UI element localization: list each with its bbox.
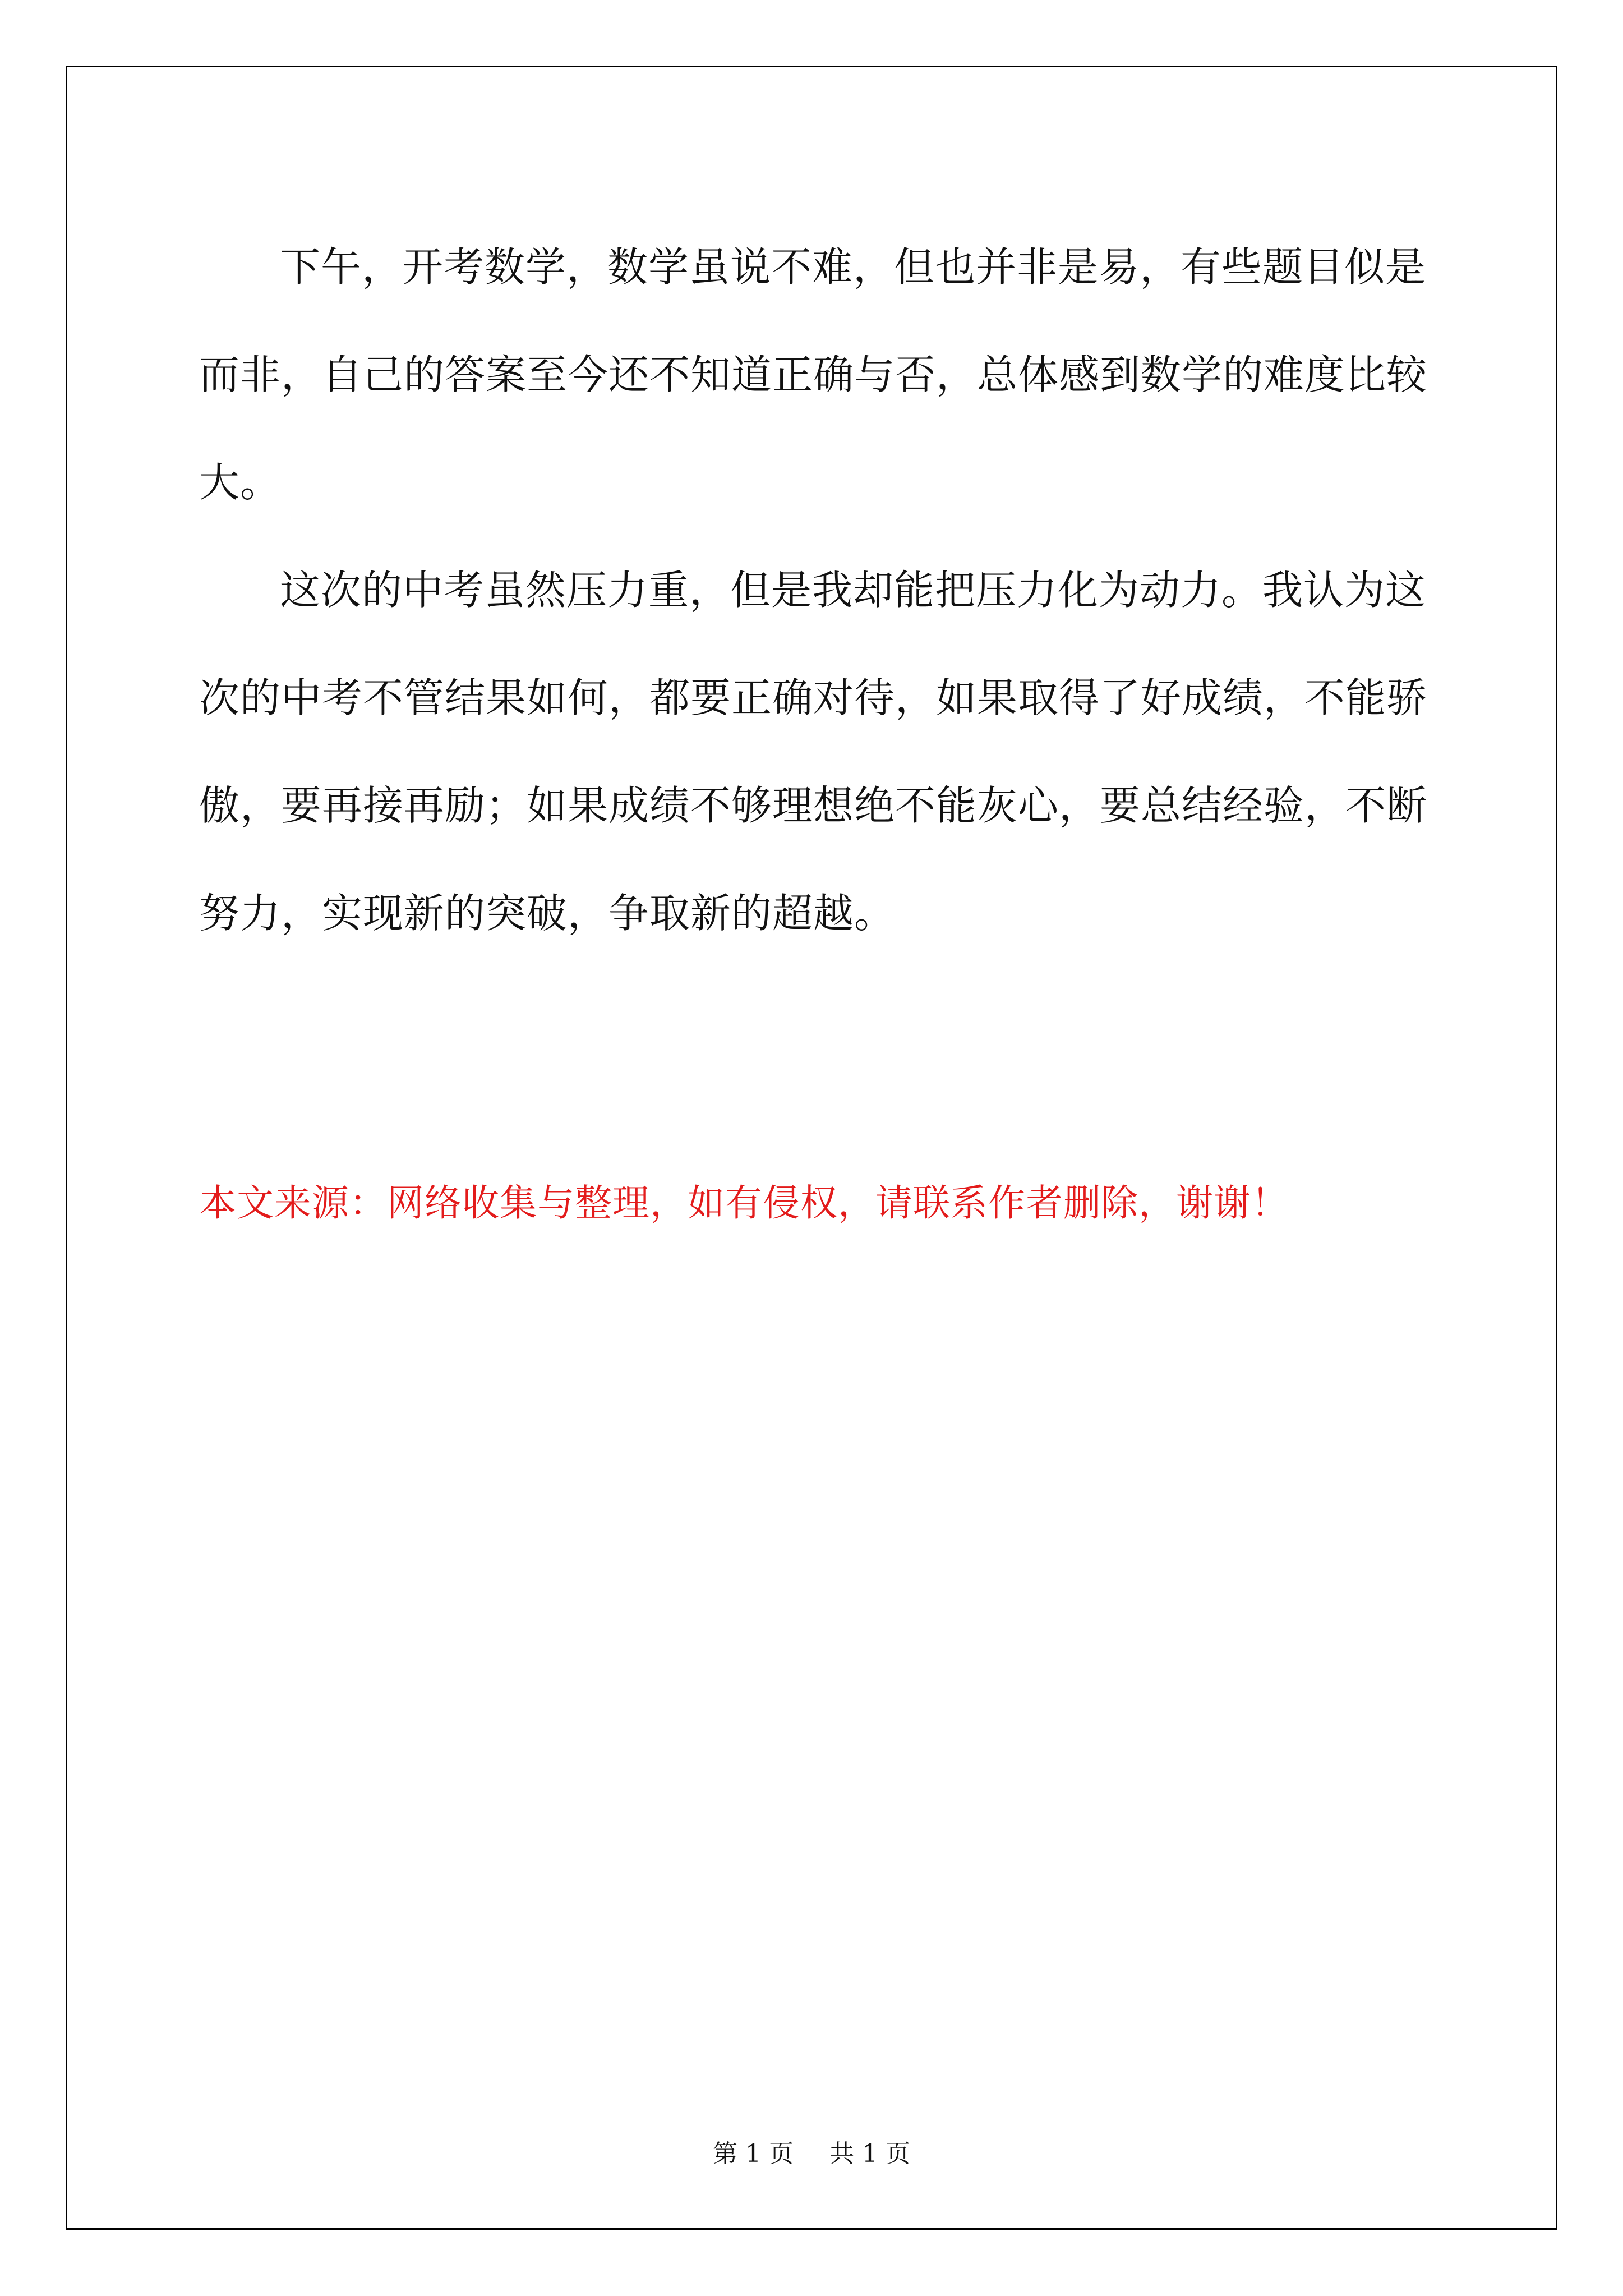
- source-note: 本文来源：网络收集与整理，如有侵权，请联系作者删除，谢谢！: [199, 1181, 1289, 1225]
- page-number-total: 共 1 页: [829, 2139, 910, 2168]
- page-number-current: 第 1 页: [713, 2139, 794, 2168]
- page-footer: [0, 2137, 1623, 2171]
- paragraph: 这次的中考虽然压力重，但是我却能把压力化为动力。我认为这次的中考不管结果如何，都要正确对待，如果取得了好成绩，不能骄傲，要再接再励；如果成绩不够理想绝不能灰心，要总结经验，不断努力，实现新的突破，争取新的超越。: [199, 567, 1428, 937]
- paragraph: 下午，开考数学，数学虽说不难，但也并非是易，有些题目似是而非，自己的答案至今还不知道正确与否，总体感到数学的难度比较大。: [199, 243, 1428, 506]
- document-body: [199, 213, 1433, 967]
